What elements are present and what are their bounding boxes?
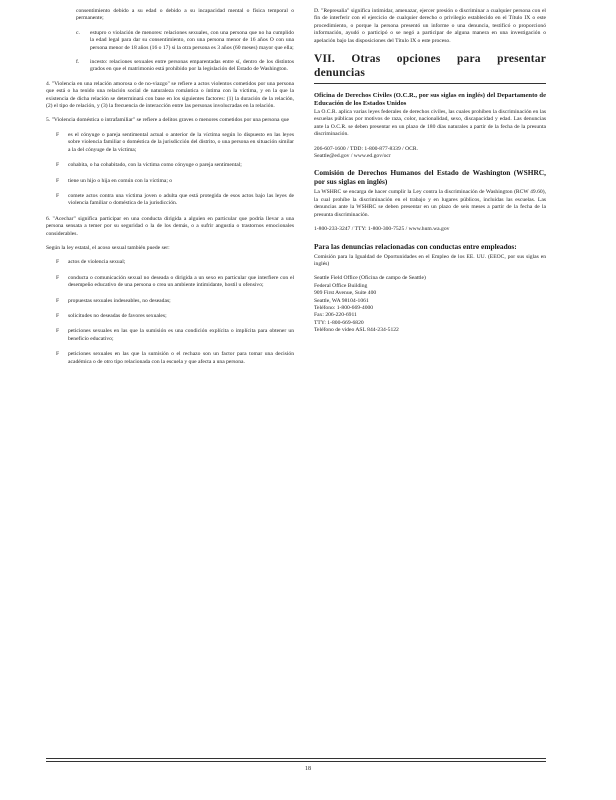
wshrc-description: La WSHRC se encarga de hacer cumplir la Ley contra la discriminación de Washington (RCW 49.60), la cual prohíbe la discriminación en el trabajo y en lugares públicos, incluidas las escuelas. Las denuncias ante la WSHRC se deben presentar en un plazo de seis meses a partir de la fecha de la presunta discriminación. — [314, 189, 546, 218]
paragraph-consent-continued: consentimiento debido a su edad o debido a su incapacidad mental o física temporal o permanente; — [76, 8, 294, 22]
item-text: propuestas sexuales indeseables, no deseadas; — [68, 297, 171, 304]
item-text: tiene un hijo o hija en común con la víctima; o — [68, 177, 173, 184]
employee-complaints-heading: Para las denuncias relacionadas con conductas entre empleados: — [314, 241, 517, 251]
item-text: solicitudes no deseadas de favores sexuales; — [68, 312, 167, 319]
bullet-marker: F — [56, 274, 60, 281]
item-marker: f. — [76, 59, 80, 66]
bullet-marker: F — [56, 162, 60, 169]
eeoc-description: Comisión para la Igualdad de Oportunidades en el Empleo de los EE. UU. (EEOC, por sus siglas en inglés) — [314, 253, 546, 267]
list-item — [46, 313, 294, 320]
bullet-marker: F — [56, 351, 60, 358]
list-item — [46, 275, 294, 290]
item-text: es el cónyuge o pareja sentimental actual o anterior de la víctima según lo dispuesto en las leyes sobre violencia familiar o doméstica de la jurisdicción del distrito, o una persona en situación similar a la del cónyuge de la víctima; — [68, 131, 294, 153]
contact-line: Seattle@ed.gov / www.ed.gov/ocr — [314, 153, 391, 160]
section-divider — [314, 83, 546, 84]
item-text: actos de violencia sexual; — [68, 259, 126, 266]
list-item-c — [76, 30, 294, 52]
address-line: Fax: 206-220-6911 — [314, 312, 357, 319]
eeoc-office-address — [314, 275, 546, 334]
list-item — [46, 193, 294, 208]
item-text: peticiones sexuales en las que la sumisión es una condición explícita o implícita para obtener un beneficio educativo; — [68, 328, 294, 342]
list-item — [46, 178, 294, 185]
paragraph-retaliation: D. "Represalia" significa intimidar, amenazar, ejercer presión o discriminar a cualquier persona con el fin de interferir con el ejercicio de cualquier derecho o privilegio establecido en el Título IX o este procedimiento, o porque la persona presentó un informe o una denuncia, testificó o proporcionó información, ayudó o participó o se negó a participar de alguna manera en una investigación o apelación bajo las disposiciones del Título IX o este proceso. — [314, 8, 546, 44]
item-text: estupro o violación de menores: relaciones sexuales, con una persona que no ha cumplido la edad legal para dar su consentimiento, con una persona menor de 16 años O con una persona menor de 18 años (16 o 17) si la otra persona es 3 años (60 meses) mayor que ella; — [90, 29, 294, 51]
item-text: peticiones sexuales en las que la sumisión o el rechazo son un factor para tomar una decisión académica o de otro tipo relacionada con la escuela y que afecta a una persona. — [68, 351, 294, 365]
bullet-marker: F — [56, 192, 60, 199]
bullet-marker: F — [56, 297, 60, 304]
address-line: Teléfono: 1-800-669-4000 — [314, 304, 374, 311]
address-line: Seattle, WA 98104-1061 — [314, 297, 369, 304]
item-text: conducta o comunicación sexual no deseada o dirigida a un sexo en particular que interfiere con el desempeño educativo de una persona o crea un ambiente intimidante, hostil u ofensivo; — [68, 274, 294, 289]
bullet-marker: F — [56, 259, 60, 266]
list-item — [46, 328, 294, 343]
item-marker: c. — [76, 29, 80, 36]
ocr-heading: Oficina de Derechos Civiles (O.C.R., por sus siglas en inglés) del Departamento de Educación de los Estados Unidos — [314, 92, 546, 108]
bullet-marker: F — [56, 312, 60, 319]
list-item — [46, 259, 294, 266]
paragraph-stalking: 6. "Acechar" significa participar en una conducta dirigida a alguien en particular que podría llevar a una persona sensata a temer por su seguridad o la de los demás, o a sufrir angustia o trastornos emocionales considerables. — [46, 215, 294, 237]
ocr-description: La O.C.R. aplica varias leyes federales de derechos civiles, las cuales prohíben la discriminación en las escuelas públicas por motivos de raza, color, nacionalidad, sexo, discapacidad y edad. Las denuncias ante la O.C.R. se deben presentar en un plazo de 180 días naturales a partir de la fecha de la presunta discriminación. — [314, 109, 546, 138]
item-text: incesto: relaciones sexuales entre personas emparentadas entre sí, dentro de los distintos grados en que el matrimonio está prohibido por la legislación del Estado de Washington. — [90, 59, 294, 73]
item-text: comete actos contra una víctima joven o adulta que está protegida de esos actos bajo las leyes de violencia familiar o doméstica de la jurisdicción. — [68, 192, 294, 207]
section-title: VII. Otras opciones para presentar denuncias — [314, 53, 546, 80]
address-line: Federal Office Building — [314, 282, 368, 289]
ocr-contact — [314, 146, 546, 161]
address-line: Teléfono de video ASL 844-234-5122 — [314, 327, 399, 334]
list-item-f — [76, 59, 294, 74]
list-item — [46, 132, 294, 154]
item-text: cohabita, o ha cohabitado, con la víctima como cónyuge o pareja sentimental; — [68, 162, 242, 169]
footer-divider — [46, 761, 546, 762]
address-line: 909 First Avenue, Suite 400 — [314, 290, 377, 297]
list-item — [46, 351, 294, 366]
address-line: TTY: 1-800-669-6820 — [314, 319, 364, 326]
bullet-marker: F — [56, 177, 60, 184]
bullet-marker: F — [56, 328, 60, 335]
bullet-marker: F — [56, 131, 60, 138]
right-column — [314, 8, 546, 335]
paragraph-dating-violence: 4. "Violencia en una relación amorosa o de no-viazgo" se refiere a actos violentos cometidos por una persona que está o ha tenido una relación social de naturaleza romántica o íntima con la víctima, y en la que la existencia de dicha relación se determinará con base en los siguientes factores: (1) la duración de la relación, (2) el tipo de relación, y (3) la frecuencia de interacción entre las personas involucradas en la relación. — [46, 80, 294, 110]
list-item — [46, 162, 294, 169]
paragraph-domestic-violence: 5. "Violencia doméstica o intrafamiliar" se refiere a delitos graves o menores cometidos por una persona que — [46, 117, 289, 124]
left-column — [46, 8, 294, 374]
footer-divider — [46, 758, 546, 759]
page-number: 18 — [305, 766, 311, 772]
wshrc-contact: 1-800-233-3247 / TTY: 1-800-300-7525 / www.hum.wa.gov — [314, 226, 450, 233]
contact-line: 206-607-1600 / TDD: 1-800-877-8339 / OCR. — [314, 145, 418, 152]
list-item — [46, 298, 294, 305]
wshrc-heading: Comisión de Derechos Humanos del Estado de Washington (WSHRC, por sus siglas en inglés) — [314, 168, 546, 187]
address-line: Seattle Field Office (Oficina de campo de Seattle) — [314, 275, 426, 282]
paragraph-state-law: Según la ley estatal, el acoso sexual también puede ser: — [46, 244, 170, 251]
